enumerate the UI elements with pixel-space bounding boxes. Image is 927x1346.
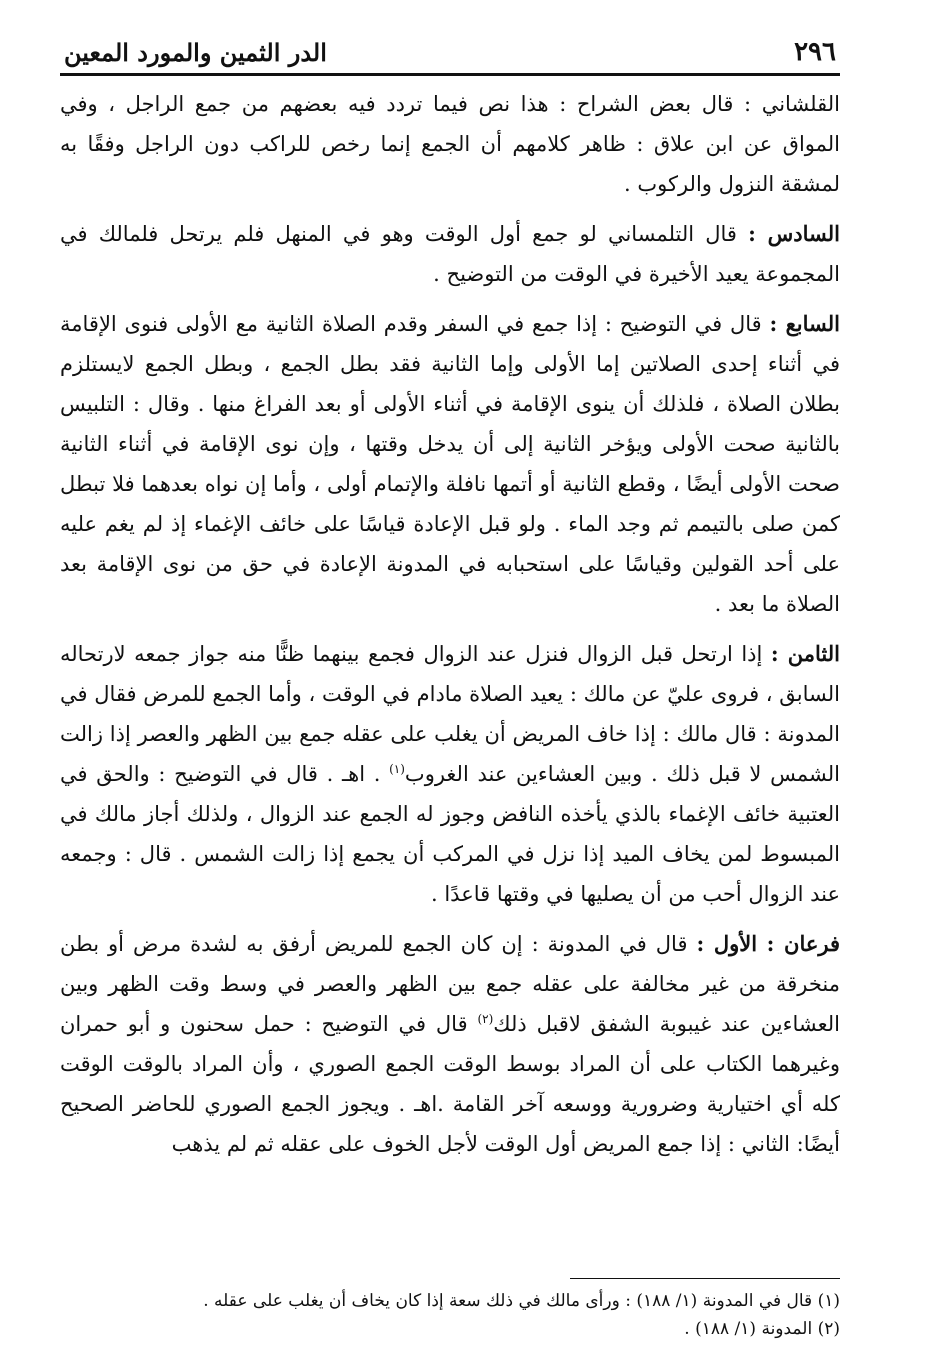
book-page: [60, 28, 840, 1338]
running-title: الدر الثمين والمورد المعين: [64, 38, 327, 67]
paragraph-text: إذا ارتحل قبل الزوال فنزل عند الزوال فجمع بينهما ظنًّا منه جواز جمعه لارتحاله السابق ، فروى عليّ عن مالك : يعيد الصلاة مادام في الوقت ، وأما الجمع للمرض فقال في المدونة : قال مالك : إذا خاف المريض أن يغلب على عقله جمع بين الظهر والعصر إذا زالت الشمس لا قبل ذلك . وبين العشاءين عند الغروب: [60, 642, 840, 786]
paragraph-lead: السابع :: [769, 311, 840, 336]
paragraph-text: القلشاني : قال بعض الشراح : هذا نص فيما تردد فيه بعضهم من جمع الراجل ، وفي المواق عن ابن علاق : ظاهر كلامهم أن الجمع إنما رخص للراكب دون الراجل وفقًا به لمشقة النزول والركوب .: [60, 92, 840, 196]
paragraph-1: [60, 84, 840, 204]
paragraph-lead: الثامن :: [770, 641, 840, 666]
page-number: ٢٩٦: [794, 37, 836, 67]
paragraph-text: قال في المدونة : إن كان الجمع للمريض أرفق به لشدة مرض أو بطن منخرقة من غير مخالفة على عقله جمع بين الظهر والعصر في وسط وقت الظهر وبين العشاءين عند غيبوبة الشفق لاقبل ذلك: [60, 932, 840, 1036]
body-text: [60, 84, 840, 1164]
paragraph-text: قال في التوضيح : إذا جمع في السفر وقدم الصلاة الثانية مع الأولى فنوى الإقامة في أثناء إحدى الصلاتين إما الأولى وإما الثانية فقد بطل الجمع ، وبطل الجمع لايستلزم بطلان الصلاة ، فلذلك أن ينوى الإقامة في أثناء الأولى أو بعد الفراغ منها . وقال : التلبيس بالثانية صحت الأولى ويؤخر الثانية إلى أن يدخل وقتها ، وإن نوى الإقامة في أثناء الثانية صحت الأولى أيضًا ، وقطع الثانية أو أتمها نافلة والإتمام أولى ، وأما إن نواه بعدهما فلا تبطل كمن صلى بالتيمم ثم وجد الماء . ولو قبل الإعادة قياسًا على خائف الإغماء إذ لم يغم عليه على أحد القولين وقياسًا على استحبابه في المدونة الإعادة في حق من نوى الإقامة بعد الصلاة ما بعد .: [60, 312, 840, 616]
footnote-1: (١) قال في المدونة (١/ ١٨٨) : ورأى مالك في ذلك سعة إذا كان يخاف أن يغلب على عقله .: [203, 1291, 840, 1311]
paragraph-5: [60, 924, 840, 1164]
paragraph-3: [60, 304, 840, 624]
paragraph-text-continued: . اهـ . قال في التوضيح : والحق في العتبية خائف الإغماء بالذي يأخذه النافض وجوز له الجمع عند الزوال ، ولذلك أجاز مالك في المبسوط لمن يخاف الميد إذا نزل في المركب أن يجمع إذا زالت الشمس . قال : وجمعه عند الزوال أحب من أن يصليها في وقتها قاعدًا .: [60, 762, 840, 906]
footnote-ref: (٢): [477, 1012, 494, 1026]
page-header: [60, 28, 840, 76]
footnotes: [60, 1278, 840, 1343]
footnote-2: (٢) المدونة (١/ ١٨٨) .: [684, 1319, 840, 1339]
paragraph-4: [60, 634, 840, 914]
footnote-ref: (١): [389, 762, 405, 776]
paragraph-text-continued: قال في التوضيح : حمل سحنون و أبو حمران وغيرهما الكتاب على أن المراد بوسط الوقت الجمع الصوري ، وأن المراد بالوقت الوقت كله أي اختيارية وضرورية ووسعه آخر القامة .اهـ . ويجوز الجمع الصوري للحاضر الصحيح أيضًا: الثاني : إذا جمع المريض أول الوقت لأجل الخوف على عقله ثم لم يذهب: [60, 1012, 840, 1156]
footnote-divider: [570, 1278, 840, 1279]
paragraph-lead: فرعان : الأول :: [696, 931, 841, 956]
paragraph-lead: السادس :: [748, 221, 840, 246]
paragraph-2: [60, 214, 840, 294]
paragraph-text: قال التلمساني لو جمع أول الوقت وهو في المنهل فلم يرتحل فلمالك في المجموعة يعيد الأخيرة في الوقت من التوضيح .: [60, 222, 840, 286]
